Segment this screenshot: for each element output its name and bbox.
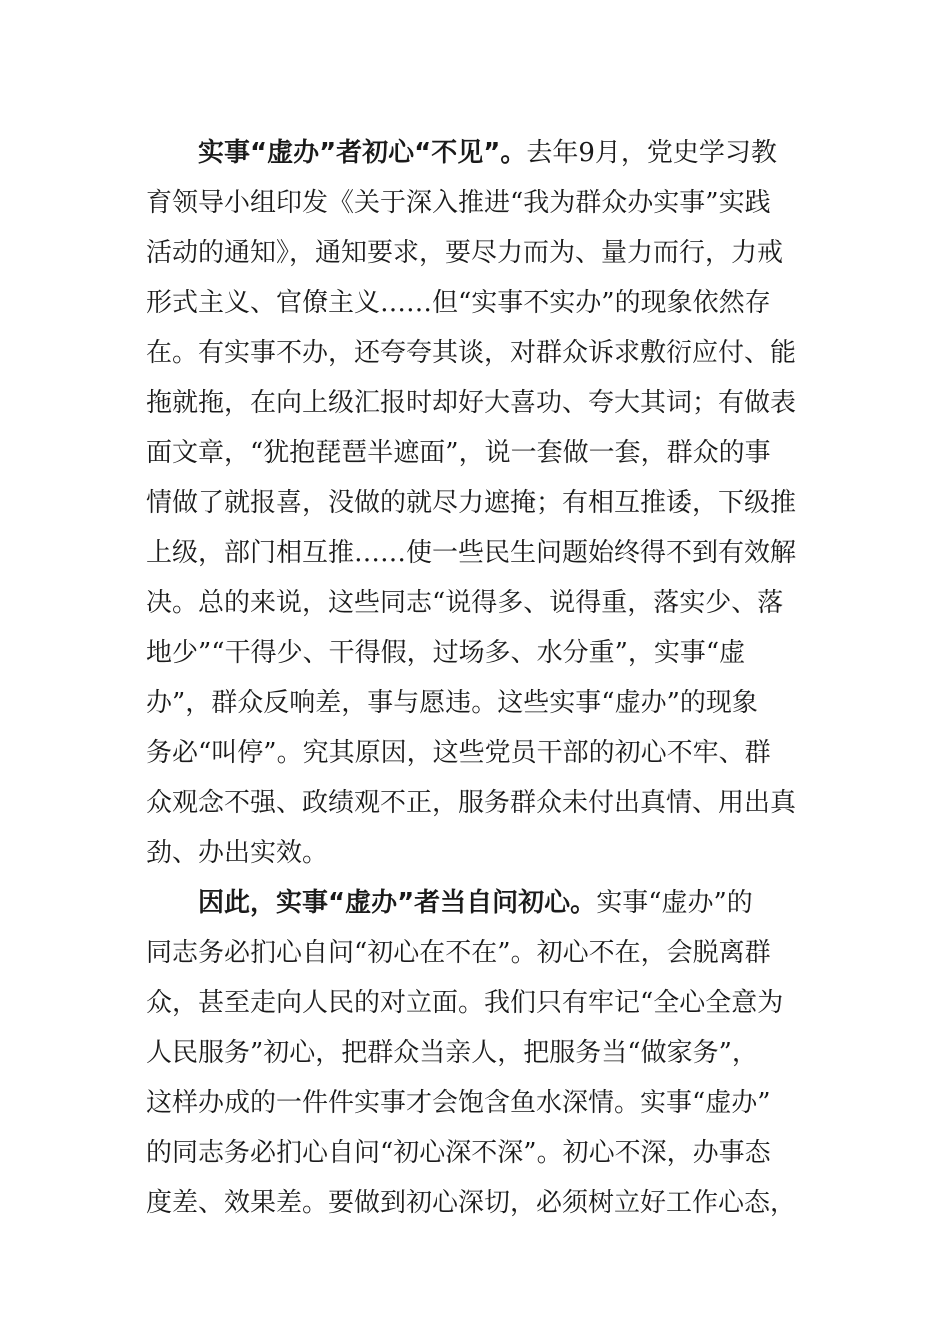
paragraph-1 xyxy=(146,128,810,878)
paragraph-1-line: 育领导小组印发《关于深入推进“我为群众办实事”实践 xyxy=(146,188,771,218)
document-body xyxy=(146,128,810,1228)
paragraph-2-line: 同志务必扪心自问“初心在不在”。初心不在，会脱离群 xyxy=(146,938,771,968)
paragraph-1-lead: 实事“虚办”者初心“不见”。 xyxy=(198,138,527,168)
paragraph-2 xyxy=(146,878,810,1228)
paragraph-2-line: 众，甚至走向人民的对立面。我们只有牢记“全心全意为 xyxy=(146,988,784,1018)
paragraph-1-line: 活动的通知》，通知要求，要尽力而为、量力而行，力戒 xyxy=(146,238,784,268)
paragraph-2-lead: 因此，实事“虚办”者当自问初心。 xyxy=(198,888,597,918)
paragraph-1-line: 众观念不强、政绩观不正，服务群众未付出真情、用出真 xyxy=(146,788,797,818)
paragraph-1-line: 上级，部门相互推……使一些民生问题始终得不到有效解 xyxy=(146,538,797,568)
paragraph-1-line-1 xyxy=(146,128,810,178)
paragraph-1-line: 面文章，“犹抱琵琶半遮面”，说一套做一套，群众的事 xyxy=(146,438,771,468)
paragraph-2-line: 这样办成的一件件实事才会饱含鱼水深情。实事“虚办” xyxy=(146,1088,771,1118)
paragraph-1-line: 在。有实事不办，还夸夸其谈，对群众诉求敷衍应付、能 xyxy=(146,338,797,368)
paragraph-1-line: 地少”“干得少、干得假，过场多、水分重”，实事“虚 xyxy=(146,638,746,668)
paragraph-1-line: 决。总的来说，这些同志“说得多、说得重，落实少、落 xyxy=(146,588,784,618)
paragraph-2-text: 实事“虚办”的 xyxy=(596,888,753,918)
paragraph-1-text: 去年9月，党史学习教 xyxy=(526,138,777,168)
paragraph-2-line-1 xyxy=(146,878,810,928)
paragraph-2-line: 人民服务”初心，把群众当亲人，把服务当“做家务”， xyxy=(146,1038,758,1068)
paragraph-1-line: 劲、办出实效。 xyxy=(146,838,329,868)
paragraph-1-line: 拖就拖，在向上级汇报时却好大喜功、夸大其词；有做表 xyxy=(146,388,797,418)
paragraph-2-line: 度差、效果差。要做到初心深切，必须树立好工作心态， xyxy=(146,1188,797,1218)
paragraph-1-line: 务必“叫停”。究其原因，这些党员干部的初心不牢、群 xyxy=(146,738,771,768)
paragraph-2-line: 的同志务必扪心自问“初心深不深”。初心不深，办事态 xyxy=(146,1138,771,1168)
paragraph-1-line: 情做了就报喜，没做的就尽力遮掩；有相互推诿，下级推 xyxy=(146,488,797,518)
paragraph-1-line: 办”，群众反响差，事与愿违。这些实事“虚办”的现象 xyxy=(146,688,758,718)
paragraph-1-line: 形式主义、官僚主义……但“实事不实办”的现象依然存 xyxy=(146,288,771,318)
